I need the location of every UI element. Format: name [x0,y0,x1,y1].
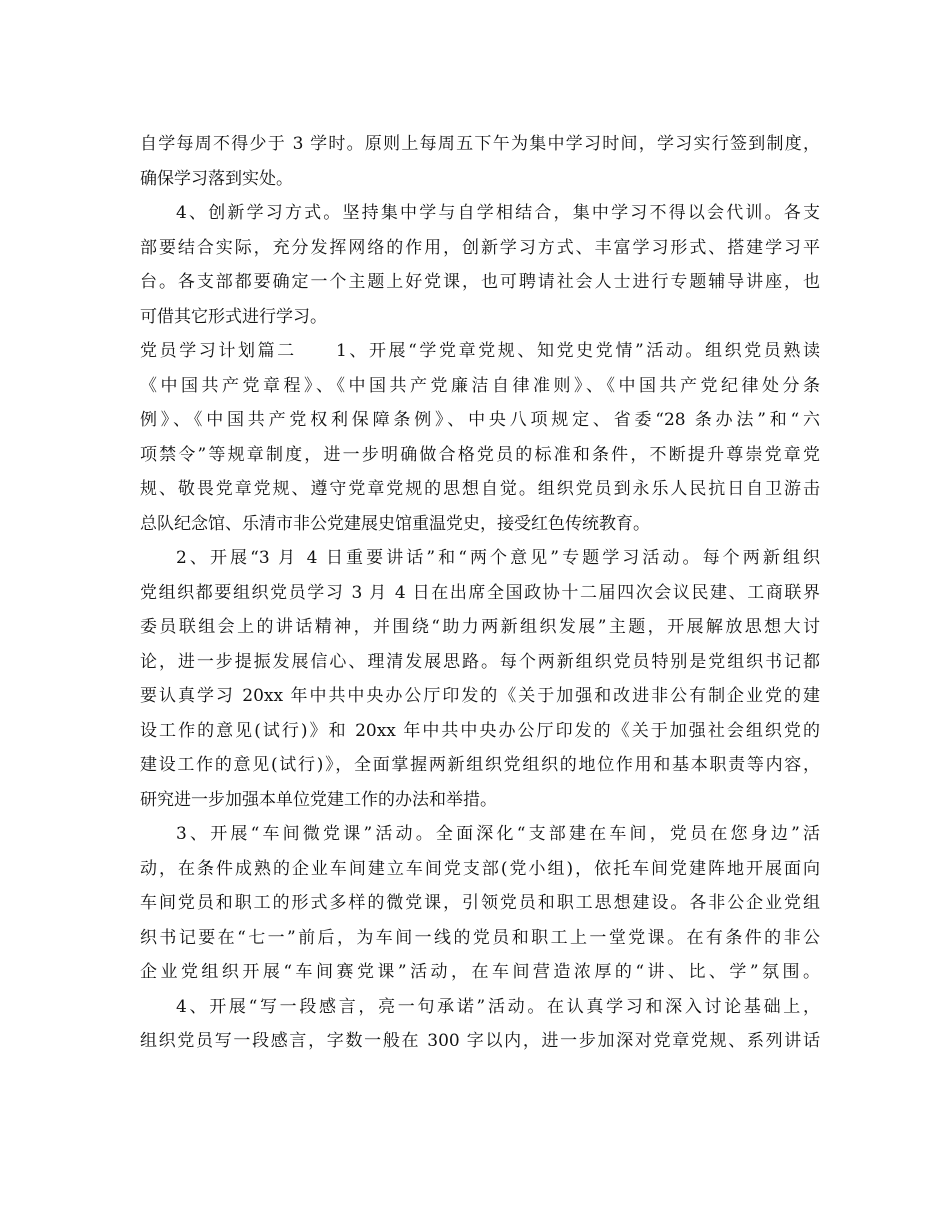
text-line: 党组织都要组织党员学习 3 月 4 日在出席全国政协十二届四次会议民建、工商联界 [140,582,820,603]
text-line: 设工作的意见(试行)》和 20xx 年中共中央办公厅印发的《关于加强社会组织党的 [140,720,820,741]
text-line: 企业党组织开展“车间赛党课”活动，在车间营造浓厚的“讲、比、学”氛围。 [140,962,820,982]
text-line: 项禁令”等规章制度，进一步明确做合格党员的标准和条件，不断提升尊崇党章党 [140,444,820,465]
text-line: 委员联组会上的讲话精神，并围绕“助力两新组织发展”主题，开展解放思想大讨 [140,617,820,637]
text-line: 组织党员写一段感言，字数一般在 300 字以内，进一步加深对党章党规、系列讲话 [140,1031,820,1051]
text-line: 例》、《中国共产党权利保障条例》、中央八项规定、省委“28 条办法”和“六 [140,410,820,430]
paragraph-start-line: 4、开展“写一段感言，亮一句承诺”活动。在认真学习和深入讨论基础上， [176,996,820,1017]
text-line: 要认真学习 20xx 年中共中央办公厅印发的《关于加强和改进非公有制企业党的建 [140,686,820,706]
text-line: 规、敬畏党章党规、遵守党章党规的思想自觉。组织党员到永乐人民抗日自卫游击 [140,479,820,499]
paragraph-start-line: 2、开展“3 月 4 日重要讲话”和“两个意见”专题学习活动。每个两新组织 [176,548,820,568]
document-body [140,127,820,1059]
paragraph-start-line: 3、开展“车间微党课”活动。全面深化“支部建在车间，党员在您身边”活 [176,824,820,844]
text-line: 自学每周不得少于 3 学时。原则上每周五下午为集中学习时间，学习实行签到制度， [140,134,820,154]
text-line: 论，进一步提振发展信心、理清发展思路。每个两新组织党员特别是党组织书记都 [140,651,820,672]
text-line: 台。各支部都要确定一个主题上好党课，也可聘请社会人士进行专题辅导讲座，也 [140,272,820,292]
text-line: 可借其它形式进行学习。 [140,306,327,327]
text-line: 织书记要在“七一”前后，为车间一线的党员和职工上一堂党课。在有条件的非公 [140,927,820,948]
text-line: 车间党员和职工的形式多样的微党课，引领党员和职工思想建设。各非公企业党组 [140,893,820,913]
text-line: 研究进一步加强本单位党建工作的办法和举措。 [140,789,497,810]
text-line: 确保学习落到实处。 [140,168,293,189]
text-line: 部要结合实际，充分发挥网络的作用，创新学习方式、丰富学习形式、搭建学习平 [140,237,820,258]
text-line: 动，在条件成熟的企业车间建立车间党支部(党小组)，依托车间党建阵地开展面向 [140,858,820,879]
text-line: 总队纪念馆、乐清市非公党建展史馆重温党史，接受红色传统教育。 [140,513,650,534]
text-line: 《中国共产党章程》、《中国共产党廉洁自律准则》、《中国共产党纪律处分条 [140,375,820,396]
paragraph-start-line: 4、创新学习方式。坚持集中学与自学相结合，集中学习不得以会代训。各支 [176,203,820,223]
section-heading-line: 党员学习计划篇二 1、开展“学党章党规、知党史党情”活动。组织党员熟读 [140,341,820,361]
text-line: 建设工作的意见(试行)》，全面掌握两新组织党组织的地位作用和基本职责等内容， [140,755,820,775]
